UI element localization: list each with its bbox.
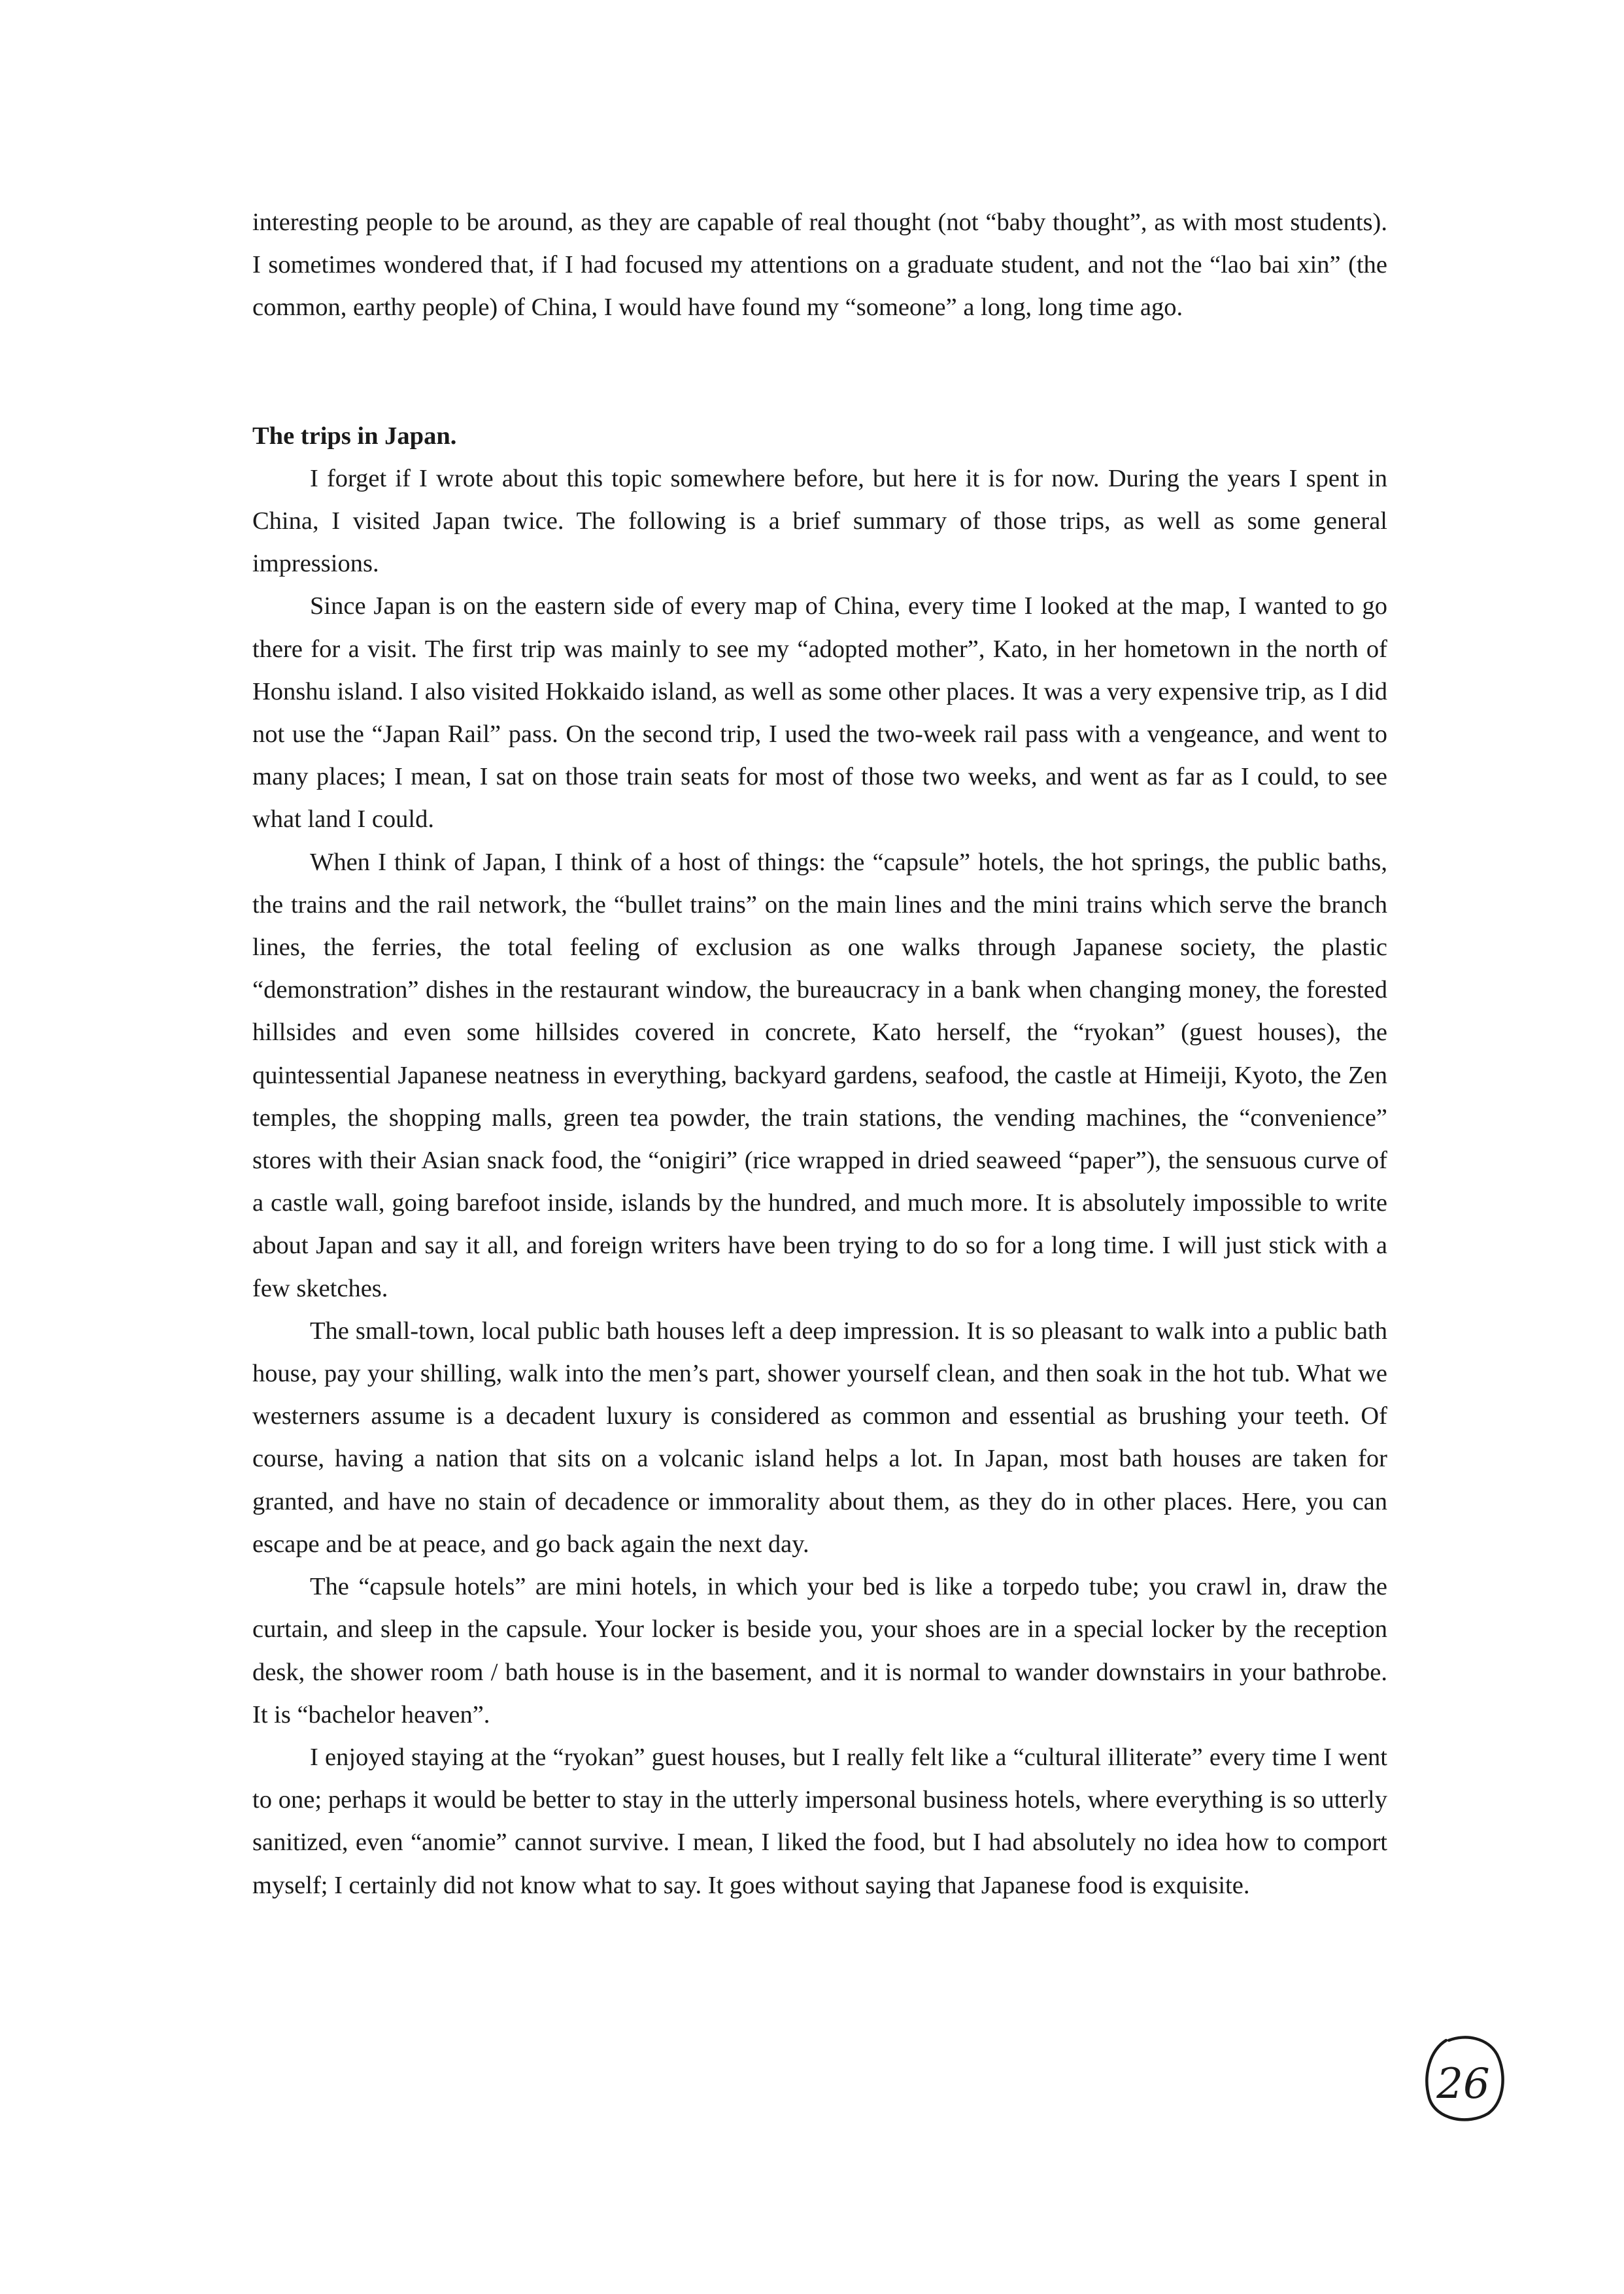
section-heading: The trips in Japan. [252, 422, 457, 450]
paragraph-4: The small-town, local public bath houses left a deep impression. It is so pleasant to walk into a public bath house, pay your shilling, walk into the men’s part, shower yourself clean, and then soak in the hot tub. What we westerners assume is a decadent luxury is considered as common and essential as brushing your teeth. Of course, having a nation that sits on a volcanic island helps a lot. In Japan, most bath houses are taken for granted, and have no stain of decadence or immorality about them, as they do in other places. Here, you can escape and be at peace, and go back again the next day. [252, 1317, 1387, 1558]
document-body [252, 201, 1387, 1907]
page-number-text: 26 [1436, 2060, 1490, 2108]
paragraph-1: I forget if I wrote about this topic somewhere before, but here it is for now. During the years I spent in China, I visited Japan twice. The following is a brief summary of those trips, as well as some general impressions. [252, 464, 1387, 578]
paragraph-3: When I think of Japan, I think of a host of things: the “capsule” hotels, the hot springs, the public baths, the trains and the rail network, the “bullet trains” on the main lines and the mini trains which serve the branch lines, the ferries, the total feeling of exclusion as one walks through Japanese society, the plastic “demonstration” dishes in the restaurant window, the bureaucracy in a bank when changing money, the forested hillsides and even some hillsides covered in concrete, Kato herself, the “ryokan” (guest houses), the quintessential Japanese neatness in everything, backyard gardens, seafood, the castle at Himeiji, Kyoto, the Zen temples, the shopping malls, green tea powder, the train stations, the vending machines, the “convenience” stores with their Asian snack food, the “onigiri” (rice wrapped in dried seaweed “paper”), the sensuous curve of a castle wall, going barefoot inside, islands by the hundred, and much more. It is absolutely impossible to write about Japan and say it all, and foreign writers have been trying to do so for a long time. I will just stick with a few sketches. [252, 848, 1387, 1302]
paragraph-2: Since Japan is on the eastern side of every map of China, every time I looked at the map, I wanted to go there for a visit. The first trip was mainly to see my “adopted mother”, Kato, in her hometown in the north of Honshu island. I also visited Hokkaido island, as well as some other places. It was a very expensive trip, as I did not use the “Japan Rail” pass. On the second trip, I used the two-week rail pass with a vengeance, and went to many places; I mean, I sat on those train seats for most of those two weeks, and went as far as I could, to see what land I could. [252, 592, 1387, 834]
paragraph-6: I enjoyed staying at the “ryokan” guest houses, but I really felt like a “cultural illiterate” every time I went to one; perhaps it would be better to stay in the utterly impersonal business hotels, where everything is so utterly sanitized, even “anomie” cannot survive. I mean, I liked the food, but I had absolutely no idea how to comport myself; I certainly did not know what to say. It goes without saying that Japanese food is exquisite. [252, 1743, 1387, 1899]
handwritten-page-number [1417, 2030, 1509, 2128]
paragraph-5: The “capsule hotels” are mini hotels, in which your bed is like a torpedo tube; you crawl in, draw the curtain, and sleep in the capsule. Your locker is beside you, your shoes are in a special locker by the reception desk, the shower room / bath house is in the basement, and it is normal to wander downstairs in your bathrobe. It is “bachelor heaven”. [252, 1573, 1387, 1729]
opening-paragraph: interesting people to be around, as they are capable of real thought (not “baby thought”, as with most students). I sometimes wondered that, if I had focused my attentions on a graduate student, and not the “lao bai xin” (the common, earthy people) of China, I would have found my “someone” a long, long time ago. [252, 209, 1387, 322]
